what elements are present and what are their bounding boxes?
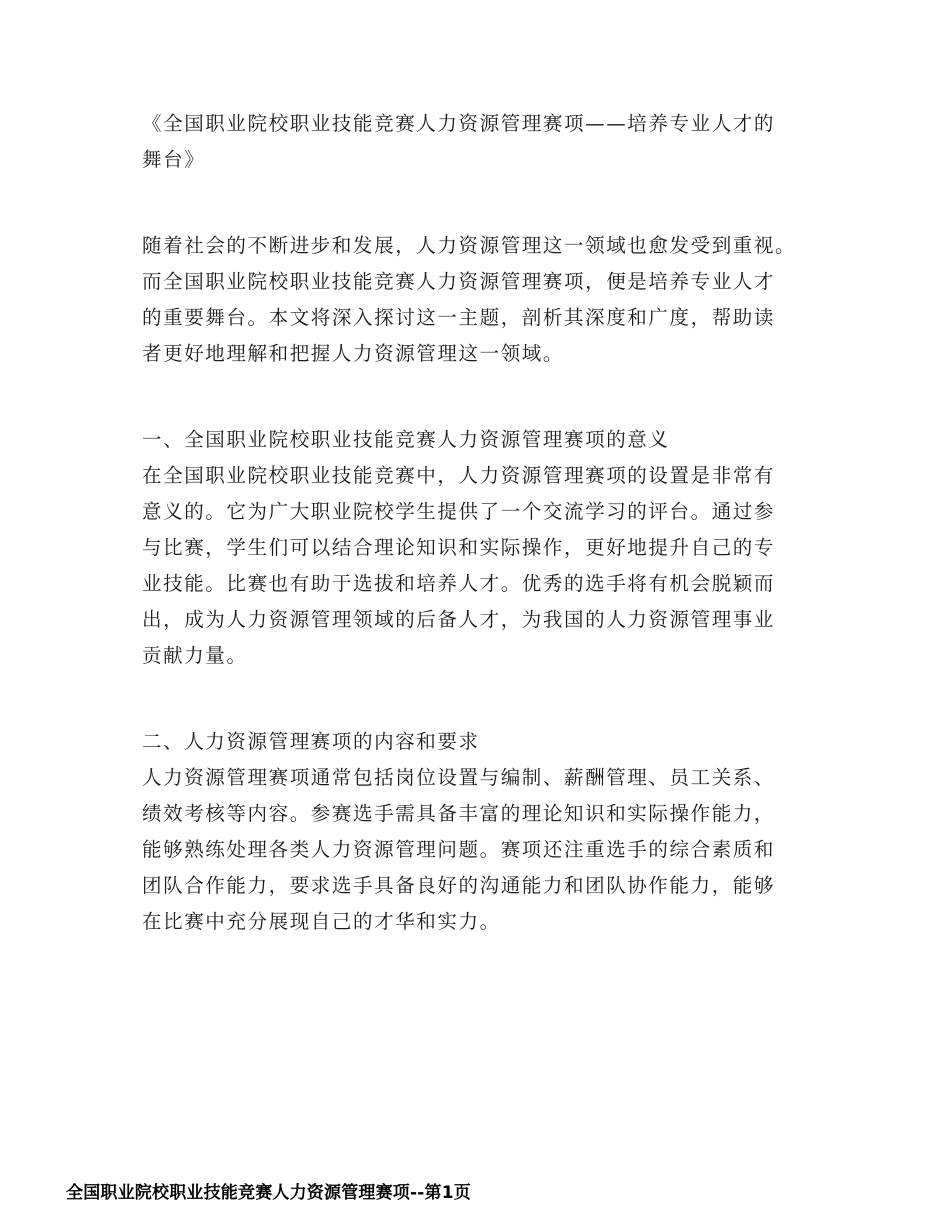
paragraph-line: 在全国职业院校职业技能竞赛中，人力资源管理赛项的设置是非常有 [142, 464, 776, 487]
document-body [142, 106, 832, 940]
paragraph-line: 贡献力量。 [142, 644, 248, 667]
paragraph-line: 者更好地理解和把握人力资源管理这一领域。 [142, 342, 565, 365]
paragraph-line: 而全国职业院校职业技能竞赛人力资源管理赛项，便是培养专业人才 [142, 270, 776, 293]
section-2 [142, 724, 832, 940]
page-footer: 全国职业院校职业技能竞赛人力资源管理赛项--第1页 [66, 1183, 471, 1203]
paragraph-line: 与比赛，学生们可以结合理论知识和实际操作，更好地提升自己的专 [142, 536, 776, 559]
paragraph-gap [142, 372, 832, 422]
paragraph-line: 出，成为人力资源管理领域的后备人才，为我国的人力资源管理事业 [142, 608, 776, 631]
title-line: 舞台》 [142, 148, 206, 171]
paragraph-line: 团队合作能力，要求选手具备良好的沟通能力和团队协作能力，能够 [142, 874, 776, 897]
section-heading: 一、全国职业院校职业技能竞赛人力资源管理赛项的意义 [142, 428, 670, 451]
paragraph-gap [142, 178, 832, 228]
intro-paragraph [142, 228, 832, 372]
paragraph-line: 随着社会的不断进步和发展，人力资源管理这一领域也愈发受到重视。 [142, 234, 797, 257]
section-1 [142, 422, 832, 674]
paragraph-line: 意义的。它为广大职业院校学生提供了一个交流学习的评台。通过参 [142, 500, 776, 523]
section-heading: 二、人力资源管理赛项的内容和要求 [142, 730, 480, 753]
paragraph-line: 绩效考核等内容。参赛选手需具备丰富的理论知识和实际操作能力， [142, 802, 776, 825]
paragraph-line: 在比赛中充分展现自己的才华和实力。 [142, 910, 501, 933]
paragraph-line: 业技能。比赛也有助于选拔和培养人才。优秀的选手将有机会脱颖而 [142, 572, 776, 595]
paragraph-line: 的重要舞台。本文将深入探讨这一主题，剖析其深度和广度，帮助读 [142, 306, 776, 329]
title-line: 《全国职业院校职业技能竞赛人力资源管理赛项——培养专业人才的 [142, 112, 776, 135]
document-title [142, 106, 832, 178]
paragraph-line: 能够熟练处理各类人力资源管理问题。赛项还注重选手的综合素质和 [142, 838, 776, 861]
paragraph-line: 人力资源管理赛项通常包括岗位设置与编制、薪酬管理、员工关系、 [142, 766, 776, 789]
paragraph-gap [142, 674, 832, 724]
